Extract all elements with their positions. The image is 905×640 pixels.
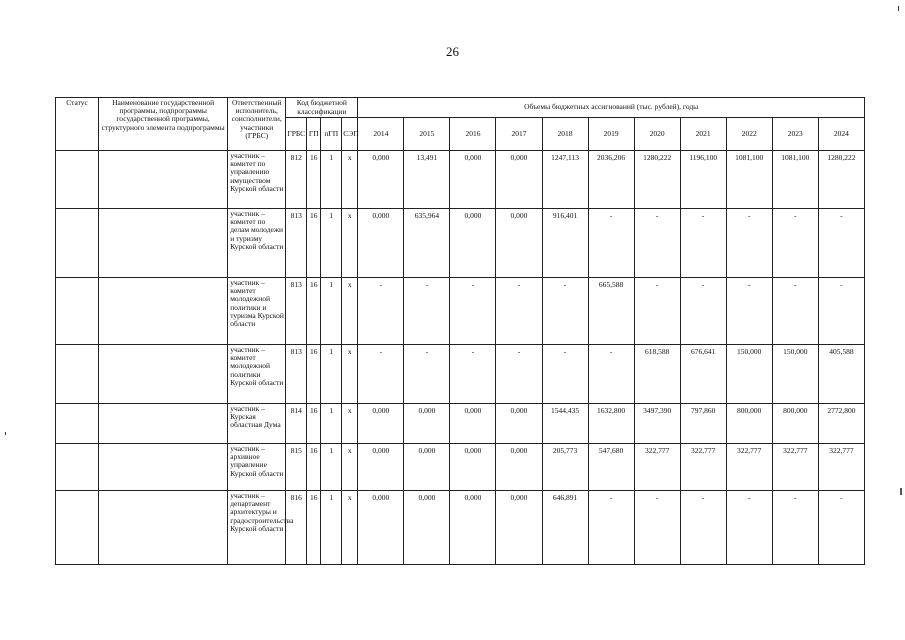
value-cell: 0,000 [358,209,404,278]
value-cell: 150,000 [772,345,818,404]
executor-cell: участник – Курская областная Дума [228,404,286,444]
header-year: 2018 [542,118,588,151]
sep-cell: х [342,278,358,345]
sep-cell: х [342,345,358,404]
executor-cell: участник – комитет молодежной политики и туризма Курской области [228,278,286,345]
value-cell: 150,000 [726,345,772,404]
header-budget-code: Код бюджетной классификации [286,98,358,118]
value-cell: - [818,209,864,278]
budget-table-wrapper [55,97,865,565]
value-cell: 322,777 [634,444,680,491]
status-cell [56,491,99,565]
sep-cell: х [342,151,358,209]
header-year: 2021 [680,118,726,151]
scan-mark [5,432,6,435]
pgp-cell: 1 [321,404,342,444]
value-cell: 0,000 [496,491,542,565]
sep-cell: х [342,491,358,565]
value-cell: 618,588 [634,345,680,404]
value-cell: 635,964 [404,209,450,278]
grbs-cell: 816 [286,491,307,565]
value-cell: 1280,222 [818,151,864,209]
header-year: 2015 [404,118,450,151]
table-row [56,278,865,345]
value-cell: - [818,278,864,345]
name-cell [99,345,228,404]
value-cell: 665,588 [588,278,634,345]
value-cell: 322,777 [818,444,864,491]
value-cell: 0,000 [404,491,450,565]
grbs-cell: 813 [286,278,307,345]
header-gp: ГП [307,118,321,151]
table-row [56,404,865,444]
name-cell [99,404,228,444]
value-cell: 405,588 [818,345,864,404]
grbs-cell: 813 [286,209,307,278]
value-cell: - [772,491,818,565]
value-cell: - [450,345,496,404]
value-cell: - [496,345,542,404]
value-cell: 0,000 [496,444,542,491]
value-cell: - [772,278,818,345]
value-cell: 0,000 [404,444,450,491]
name-cell [99,151,228,209]
header-status: Статус [56,98,99,151]
budget-table [55,97,865,565]
value-cell: 0,000 [358,491,404,565]
header-year: 2019 [588,118,634,151]
value-cell: - [772,209,818,278]
value-cell: - [542,278,588,345]
sep-cell: х [342,404,358,444]
gp-cell: 16 [307,491,321,565]
value-cell: - [680,491,726,565]
header-year: 2020 [634,118,680,151]
status-cell [56,151,99,209]
value-cell: 1081,100 [726,151,772,209]
header-volumes: Объемы бюджетных ассигнований (тыс. рублей), годы [358,98,865,118]
grbs-cell: 813 [286,345,307,404]
table-row [56,151,865,209]
value-cell: - [634,209,680,278]
value-cell: 916,401 [542,209,588,278]
value-cell: 0,000 [450,209,496,278]
value-cell: - [726,491,772,565]
value-cell: 0,000 [358,444,404,491]
value-cell: 0,000 [450,491,496,565]
executor-cell: участник – комитет по делам молодежи и туризму Курской области [228,209,286,278]
value-cell: - [358,345,404,404]
status-cell [56,404,99,444]
header-name: Наименование государственной программы, подпрограммы государственной программы, структурного элемента подпрограммы [99,98,228,151]
pgp-cell: 1 [321,345,342,404]
value-cell: - [358,278,404,345]
value-cell: 1081,100 [772,151,818,209]
value-cell: - [726,209,772,278]
name-cell [99,491,228,565]
status-cell [56,444,99,491]
grbs-cell: 812 [286,151,307,209]
header-year: 2014 [358,118,404,151]
value-cell: 676,641 [680,345,726,404]
value-cell: 1196,100 [680,151,726,209]
value-cell: 0,000 [404,404,450,444]
value-cell: - [450,278,496,345]
value-cell: 205,773 [542,444,588,491]
header-year: 2023 [772,118,818,151]
value-cell: 1544,435 [542,404,588,444]
page-number: 26 [446,44,459,59]
header-executor: Ответственный исполнитель, соисполнители, участники (ГРБС) [228,98,286,151]
pgp-cell: 1 [321,151,342,209]
header-year: 2022 [726,118,772,151]
gp-cell: 16 [307,404,321,444]
value-cell: 800,000 [772,404,818,444]
scan-mark [898,6,899,11]
value-cell: - [680,278,726,345]
value-cell: 0,000 [496,151,542,209]
value-cell: 0,000 [496,404,542,444]
gp-cell: 16 [307,209,321,278]
table-row [56,345,865,404]
header-year: 2016 [450,118,496,151]
value-cell: 3497,390 [634,404,680,444]
value-cell: - [634,278,680,345]
header-sep: СЭП [342,118,358,151]
grbs-cell: 815 [286,444,307,491]
value-cell: 13,491 [404,151,450,209]
executor-cell: участник – комитет по управлению имуществом Курской области [228,151,286,209]
value-cell: 646,891 [542,491,588,565]
grbs-cell: 814 [286,404,307,444]
header-grbs: ГРБС [286,118,307,151]
value-cell: - [404,278,450,345]
gp-cell: 16 [307,151,321,209]
status-cell [56,209,99,278]
name-cell [99,209,228,278]
value-cell: 2036,206 [588,151,634,209]
header-pgp: пГП [321,118,342,151]
status-cell [56,345,99,404]
value-cell: 322,777 [680,444,726,491]
sep-cell: х [342,209,358,278]
value-cell: - [588,491,634,565]
value-cell: - [496,278,542,345]
value-cell: 547,680 [588,444,634,491]
value-cell: - [680,209,726,278]
pgp-cell: 1 [321,278,342,345]
sep-cell: х [342,444,358,491]
value-cell: - [588,209,634,278]
value-cell: 1632,800 [588,404,634,444]
value-cell: - [818,491,864,565]
gp-cell: 16 [307,345,321,404]
header-year: 2017 [496,118,542,151]
name-cell [99,278,228,345]
value-cell: - [542,345,588,404]
value-cell: 322,777 [772,444,818,491]
executor-cell: участник – департамент архитектуры и градостроительства Курской области [228,491,286,565]
value-cell: 800,000 [726,404,772,444]
gp-cell: 16 [307,278,321,345]
value-cell: - [588,345,634,404]
table-row [56,491,865,565]
value-cell: 0,000 [450,404,496,444]
status-cell [56,278,99,345]
scan-mark [900,488,902,495]
gp-cell: 16 [307,444,321,491]
value-cell: 0,000 [358,151,404,209]
table-body [56,151,865,565]
value-cell: - [404,345,450,404]
value-cell: 1280,222 [634,151,680,209]
executor-cell: участник – архивное управление Курской области [228,444,286,491]
table-row [56,209,865,278]
value-cell: 2772,800 [818,404,864,444]
pgp-cell: 1 [321,209,342,278]
table-row [56,444,865,491]
value-cell: 322,777 [726,444,772,491]
value-cell: - [634,491,680,565]
name-cell [99,444,228,491]
value-cell: 0,000 [450,444,496,491]
pgp-cell: 1 [321,491,342,565]
value-cell: 0,000 [450,151,496,209]
value-cell: 1247,113 [542,151,588,209]
value-cell: 797,860 [680,404,726,444]
header-year: 2024 [818,118,864,151]
value-cell: 0,000 [358,404,404,444]
pgp-cell: 1 [321,444,342,491]
executor-cell: участник – комитет молодежной политики Курской области [228,345,286,404]
value-cell: - [726,278,772,345]
value-cell: 0,000 [496,209,542,278]
